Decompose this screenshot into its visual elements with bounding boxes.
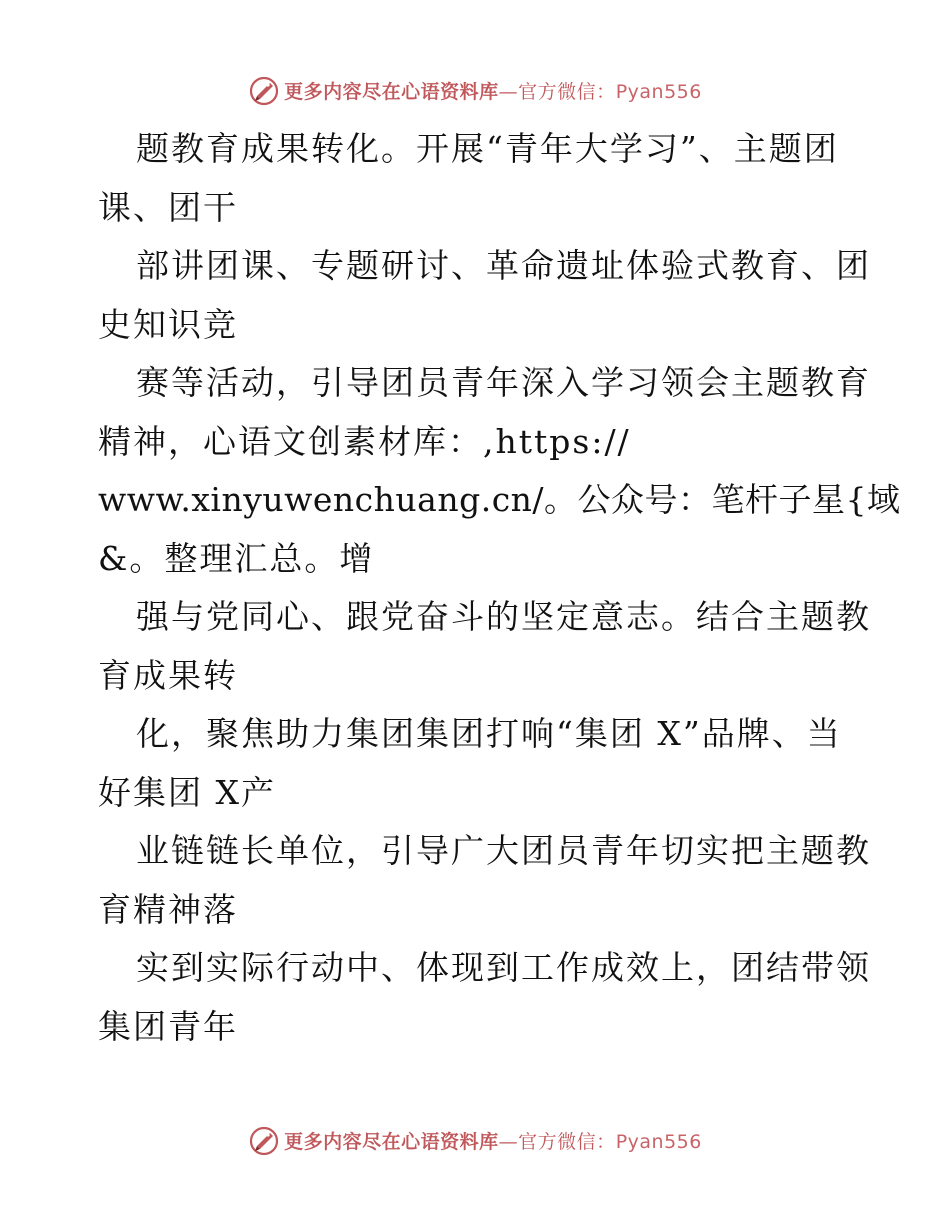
footer-banner [0,1120,950,1160]
banner-text [284,77,702,104]
text-line: 育精神落 [98,889,238,929]
banner-brand: 更多内容尽在心语资料库 [284,80,499,103]
text-line: 史知识竞 [98,304,238,344]
header-banner [0,70,950,110]
text-line: 好集团 X产 [98,772,276,812]
document-body [98,120,901,1056]
text-line: www.xinyuwenchuang.cn/。公众号：笔杆子星{域 [98,480,901,519]
banner-brand: 更多内容尽在心语资料库 [284,1130,499,1153]
text-line: 实到实际行动中、体现到工作成效上，团结带领 [136,948,871,987]
text-line: 强与党同心、跟党奋斗的坚定意志。结合主题教 [136,597,871,636]
banner-wechat-label: 官方微信： [518,80,616,103]
text-line: 化，聚焦助力集团集团打响“集团 X”品牌、当 [136,714,842,753]
banner-wechat-id: Pyan556 [615,80,702,103]
pen-logo-icon [248,74,280,106]
text-line: 育成果转 [98,655,238,695]
text-line: 集团青年 [98,1006,238,1046]
banner-text [284,1127,702,1154]
text-line: 部讲团课、专题研讨、革命遗址体验式教育、团 [136,246,871,285]
text-line: 精神，心语文创素材库：,https:// [98,421,631,461]
banner-wechat-id: Pyan556 [615,1130,702,1153]
text-line: 业链链长单位，引导广大团员青年切实把主题教 [136,831,871,870]
text-line: &。整理汇总。增 [98,538,375,578]
text-line: 题教育成果转化。开展“青年大学习”、主题团 [136,129,839,168]
text-line: 课、团干 [98,187,238,227]
banner-dash: — [498,80,519,103]
text-line: 赛等活动，引导团员青年深入学习领会主题教育 [136,363,871,402]
banner-dash: — [498,1130,519,1153]
banner-wechat-label: 官方微信： [518,1130,616,1153]
pen-logo-icon [248,1124,280,1156]
